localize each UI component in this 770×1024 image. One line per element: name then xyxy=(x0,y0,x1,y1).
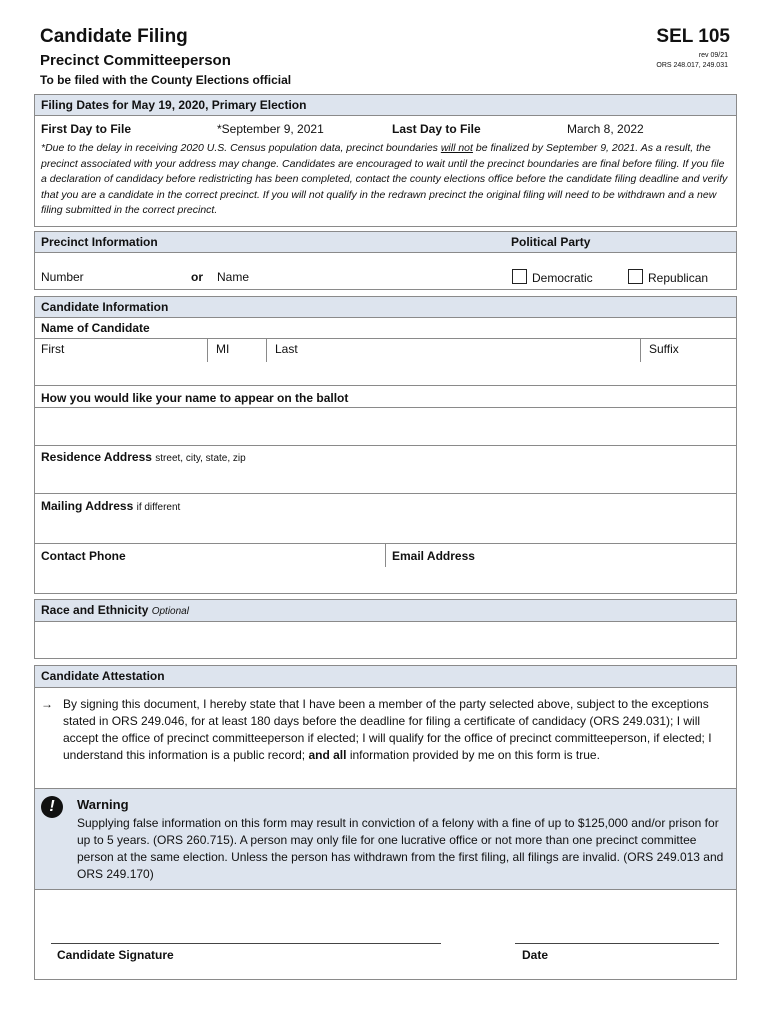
precinct-name-field[interactable]: Name xyxy=(217,270,250,284)
note-body: As a result, the precinct associated with your address may change. Candidates are encouraged to wait until the precinct boundaries are final before filing. If you file a declaration of candidacy before redistricting has been completed, contact the county elections office before the candidate filing deadline and verify that you are a candidate in the correct precinct. If you will not qualify in the redrawn precinct the original filing will need to be withdrawn and a new filing submitted in the correct precinct. xyxy=(41,142,728,216)
form-subtitle: Precinct Committeeperson xyxy=(40,52,231,69)
precinct-heading: Precinct Information xyxy=(41,235,158,249)
mi-last-divider xyxy=(266,338,267,362)
ors-reference: ORS 248.017, 249.031 xyxy=(656,62,728,69)
email-address-field[interactable]: Email Address xyxy=(392,549,475,563)
revision-info xyxy=(656,51,728,71)
attestation-text xyxy=(63,696,731,764)
filing-dates-heading: Filing Dates for May 19, 2020, Primary Election xyxy=(35,95,736,116)
mailing-top-line xyxy=(35,493,736,494)
attestation-section xyxy=(34,665,737,980)
democratic-option[interactable] xyxy=(512,269,593,285)
filing-dates-section xyxy=(34,94,737,227)
first-name-field[interactable]: First xyxy=(41,342,65,356)
mailing-label: Mailing Address xyxy=(41,499,134,513)
attestation-text-bold: and all xyxy=(308,748,347,762)
attestation-text-b: information provided by me on this form is true. xyxy=(346,748,600,762)
precinct-number-field[interactable]: Number xyxy=(41,270,84,284)
note-underline: will not xyxy=(440,142,473,154)
residence-top-line xyxy=(35,445,736,446)
note-post: be finalized by September 9, 2021. xyxy=(472,142,639,154)
republican-label: Republican xyxy=(648,271,709,285)
last-day-value: March 8, 2022 xyxy=(567,122,644,136)
race-ethnicity-input[interactable] xyxy=(35,622,736,658)
date-field[interactable] xyxy=(515,943,719,944)
race-heading: Race and Ethnicity xyxy=(41,603,149,617)
census-delay-note xyxy=(41,141,731,219)
race-optional: Optional xyxy=(151,606,189,617)
candidate-heading: Candidate Information xyxy=(35,297,736,318)
first-day-label: First Day to File xyxy=(41,122,132,136)
form-title: Candidate Filing xyxy=(40,26,188,47)
ballot-name-input[interactable] xyxy=(35,408,736,444)
warning-icon: ! xyxy=(41,796,63,818)
warning-box xyxy=(35,788,736,890)
last-name-field[interactable]: Last xyxy=(275,342,298,356)
last-suffix-divider xyxy=(640,338,641,362)
attestation-arrow: → xyxy=(41,697,53,711)
party-heading: Political Party xyxy=(511,235,591,249)
name-row-divider xyxy=(35,338,736,339)
signature-field[interactable] xyxy=(51,943,441,944)
democratic-label: Democratic xyxy=(532,271,593,285)
signature-label: Candidate Signature xyxy=(57,948,174,962)
date-label: Date xyxy=(522,948,549,962)
mailing-address-field[interactable] xyxy=(41,499,180,513)
precinct-section xyxy=(34,231,737,290)
first-mi-divider xyxy=(207,338,208,362)
residence-label: Residence Address xyxy=(41,450,152,464)
note-pre: *Due to the delay in receiving 2020 U.S. Census population data, precinct boundaries xyxy=(41,142,441,154)
ballot-top-line xyxy=(35,385,736,386)
or-label: or xyxy=(191,270,203,284)
mailing-hint: if different xyxy=(136,502,181,513)
attestation-text-a: By signing this document, I hereby state that I have been a member of the party selected above, subject to the exceptions stated in ORS 249.046, for at least 180 days before the deadline for filing a certificate of candidacy (ORS 249.031); I will accept the office of precinct committeeperson if elected; I will qualify for the office of precinct committeeperson, if elected; I understand this information is a public record; xyxy=(63,697,712,762)
warning-text: Supplying false information on this form may result in conviction of a felony with a fine of up to $125,000 and/or prison for up to 5 years. (ORS 260.715). A person may only file for one lucrative office or not more than one precinct committee person at the same election. Unless the person has withdrawn from the first filing, all filings are invalid. (ORS 249.013 and ORS 249.170) xyxy=(77,816,724,881)
residence-hint: street, city, state, zip xyxy=(155,453,246,464)
form-number: SEL 105 xyxy=(656,26,730,47)
republican-checkbox[interactable] xyxy=(628,269,643,284)
attestation-heading: Candidate Attestation xyxy=(35,666,736,688)
middle-initial-field[interactable]: MI xyxy=(216,342,230,356)
candidate-section xyxy=(34,296,737,594)
revision-date: rev 09/21 xyxy=(698,52,728,59)
warning-title: Warning xyxy=(77,797,129,812)
suffix-field[interactable]: Suffix xyxy=(649,342,679,356)
democratic-checkbox[interactable] xyxy=(512,269,527,284)
last-day-label: Last Day to File xyxy=(392,122,481,136)
first-day-value: *September 9, 2021 xyxy=(217,122,324,136)
precinct-heading-bar xyxy=(35,232,736,253)
filed-with-note: To be filed with the County Elections official xyxy=(40,73,292,87)
phone-email-divider xyxy=(385,543,386,567)
race-heading-bar xyxy=(35,600,736,622)
republican-option[interactable] xyxy=(628,269,708,285)
residence-address-field[interactable] xyxy=(41,450,246,464)
contact-phone-field[interactable]: Contact Phone xyxy=(41,549,126,563)
race-section xyxy=(34,599,737,659)
ballot-name-label: How you would like your name to appear on the ballot xyxy=(41,391,349,405)
candidate-name-heading: Name of Candidate xyxy=(41,321,150,335)
